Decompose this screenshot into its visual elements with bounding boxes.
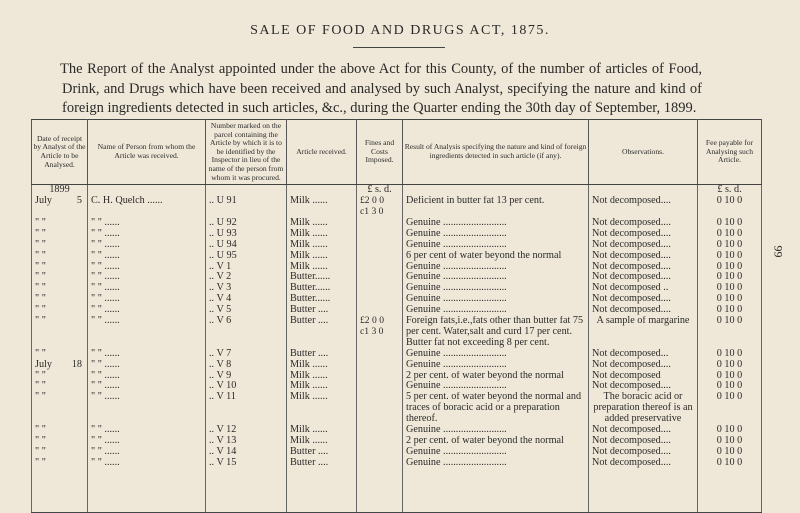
result-cell: 2 per cent. of water beyond the normal	[403, 436, 589, 447]
number-cell: .. V 14	[206, 447, 287, 458]
article-cell: Milk ......	[287, 218, 357, 229]
name-cell: " " ......	[88, 371, 206, 382]
article-cell: Butter ....	[287, 458, 357, 513]
table-row	[32, 316, 762, 349]
number-cell: .. U 91	[206, 196, 287, 218]
name-cell: " " ......	[88, 218, 206, 229]
table-header-row	[32, 120, 762, 185]
name-cell: " " ......	[88, 436, 206, 447]
units-row	[32, 185, 762, 196]
number-cell: .. U 94	[206, 240, 287, 251]
fines-cell: £2 0 0 c1 3 0	[357, 316, 403, 349]
result-cell: Genuine .........................	[403, 229, 589, 240]
header-date: Date of receipt by Analyst of the Article to be Analysed.	[32, 120, 88, 185]
article-cell: Milk ......	[287, 381, 357, 392]
fee-cell: 0 10 0	[698, 240, 762, 251]
name-cell: " " ......	[88, 349, 206, 360]
date-cell	[32, 447, 88, 458]
table-row	[32, 229, 762, 240]
date-day: 5	[76, 196, 82, 207]
observations-cell: Not decomposed....	[589, 272, 698, 283]
name-cell: " " ......	[88, 272, 206, 283]
analysis-table	[31, 119, 762, 513]
date-cell	[32, 262, 88, 273]
fines-cell	[357, 425, 403, 436]
number-cell: .. U 95	[206, 251, 287, 262]
article-cell: Milk ......	[287, 392, 357, 425]
date-cell	[32, 436, 88, 447]
year-cell: 1899	[32, 185, 88, 196]
article-cell: Milk ......	[287, 240, 357, 251]
result-cell: Foreign fats,i.e.,fats other than butter fat 75 per cent. Water,salt and curd 17 per cent. Butter fat not exceeding 8 per cent.	[403, 316, 589, 349]
table-row	[32, 349, 762, 360]
article-cell: Milk ......	[287, 371, 357, 382]
date-month: " "	[35, 436, 46, 446]
table-row	[32, 262, 762, 273]
date-month: " "	[35, 392, 46, 403]
result-cell: Genuine .........................	[403, 240, 589, 251]
table-row	[32, 360, 762, 371]
date-month: " "	[35, 239, 46, 250]
table-row	[32, 436, 762, 447]
table-row	[32, 447, 762, 458]
number-cell: .. V 9	[206, 371, 287, 382]
date-month: " "	[35, 370, 46, 381]
date-cell	[32, 458, 88, 513]
name-cell: " " ......	[88, 305, 206, 316]
date-cell	[32, 425, 88, 436]
number-cell: .. V 5	[206, 305, 287, 316]
name-cell: " " ......	[88, 316, 206, 349]
observations-cell: The boracic acid or preparation thereof is an added preservative	[589, 392, 698, 425]
fines-units: £ s. d.	[357, 185, 403, 196]
result-cell: Genuine .........................	[403, 262, 589, 273]
observations-cell: Not decomposed....	[589, 251, 698, 262]
article-cell: Butter ....	[287, 305, 357, 316]
fee-cell: 0 10 0	[698, 305, 762, 316]
date-cell	[32, 316, 88, 349]
article-cell: Butter......	[287, 283, 357, 294]
article-cell: Butter ....	[287, 349, 357, 360]
result-cell: 2 per cent. of water beyond the normal	[403, 371, 589, 382]
fines-cell	[357, 447, 403, 458]
observations-cell: Not decomposed....	[589, 294, 698, 305]
date-cell	[32, 371, 88, 382]
number-cell: .. V 10	[206, 381, 287, 392]
name-cell: " " ......	[88, 262, 206, 273]
fines-cell	[357, 360, 403, 371]
name-cell: " " ......	[88, 251, 206, 262]
result-cell: Genuine .........................	[403, 447, 589, 458]
fee-cell: 0 10 0	[698, 371, 762, 382]
number-cell: .. U 92	[206, 218, 287, 229]
date-month: " "	[35, 425, 46, 436]
name-cell: " " ......	[88, 458, 206, 513]
observations-cell: Not decomposed....	[589, 218, 698, 229]
table-row	[32, 272, 762, 283]
date-cell	[32, 240, 88, 251]
fines-cell: £2 0 0 c1 3 0	[357, 196, 403, 218]
header-number: Number marked on the parcel containing the Article by which it is to be identified by the Inspector in lieu of the name of the person from whom it was procured.	[206, 120, 287, 185]
observations-cell: Not decomposed....	[589, 360, 698, 371]
number-cell: .. V 7	[206, 349, 287, 360]
number-cell: .. V 6	[206, 316, 287, 349]
date-cell	[32, 196, 88, 218]
observations-cell: Not decomposed ..	[589, 283, 698, 294]
table-row	[32, 305, 762, 316]
fee-cell: 0 10 0	[698, 436, 762, 447]
name-cell: " " ......	[88, 381, 206, 392]
page-number: 99	[771, 245, 786, 258]
date-cell	[32, 294, 88, 305]
table-row	[32, 283, 762, 294]
fee-cell: 0 10 0	[698, 283, 762, 294]
result-cell: Genuine .........................	[403, 305, 589, 316]
date-cell	[32, 392, 88, 425]
table-row	[32, 392, 762, 425]
fee-cell: 0 10 0	[698, 262, 762, 273]
fines-cell	[357, 240, 403, 251]
name-cell: C. H. Quelch ......	[88, 196, 206, 218]
date-cell	[32, 229, 88, 240]
date-month: July	[35, 359, 52, 370]
date-month: " "	[35, 294, 46, 305]
result-cell: Genuine .........................	[403, 381, 589, 392]
date-cell	[32, 381, 88, 392]
date-month: July	[35, 196, 52, 207]
observations-cell: Not decomposed....	[589, 458, 698, 513]
article-cell: Milk ......	[287, 196, 357, 218]
date-month: " "	[35, 272, 46, 283]
observations-cell: Not decomposed...	[589, 349, 698, 360]
date-cell	[32, 360, 88, 371]
date-cell	[32, 272, 88, 283]
date-cell	[32, 251, 88, 262]
result-cell: Genuine .........................	[403, 283, 589, 294]
article-cell: Milk ......	[287, 436, 357, 447]
name-cell: " " ......	[88, 425, 206, 436]
fines-cell	[357, 436, 403, 447]
table-row	[32, 240, 762, 251]
fines-cell	[357, 218, 403, 229]
number-cell: .. V 12	[206, 425, 287, 436]
article-cell: Milk ......	[287, 251, 357, 262]
result-cell: Genuine .........................	[403, 349, 589, 360]
fines-cell	[357, 305, 403, 316]
fee-cell: 0 10 0	[698, 381, 762, 392]
result-cell: 6 per cent of water beyond the normal	[403, 251, 589, 262]
name-cell: " " ......	[88, 447, 206, 458]
observations-cell: Not decomposed....	[589, 196, 698, 218]
table-row	[32, 371, 762, 382]
article-cell: Milk ......	[287, 262, 357, 273]
fines-cell	[357, 262, 403, 273]
article-cell: Butter......	[287, 294, 357, 305]
fee-cell: 0 10 0	[698, 316, 762, 349]
date-day: 18	[71, 359, 82, 370]
name-cell: " " ......	[88, 360, 206, 371]
observations-cell: Not decomposed	[589, 371, 698, 382]
fines-cell	[357, 283, 403, 294]
name-cell: " " ......	[88, 240, 206, 251]
article-cell: Butter ....	[287, 447, 357, 458]
fee-cell: 0 10 0	[698, 458, 762, 513]
name-cell: " " ......	[88, 392, 206, 425]
date-cell	[32, 283, 88, 294]
fines-cell	[357, 229, 403, 240]
fee-cell: 0 10 0	[698, 392, 762, 425]
date-month: " "	[35, 305, 46, 316]
date-cell	[32, 218, 88, 229]
result-cell: Genuine .........................	[403, 458, 589, 513]
result-cell: Deficient in butter fat 13 per cent.	[403, 196, 589, 218]
fee-cell: 0 10 0	[698, 218, 762, 229]
header-name: Name of Person from whom the Article was received.	[88, 120, 206, 185]
result-cell: Genuine .........................	[403, 272, 589, 283]
observations-cell: Not decomposed....	[589, 436, 698, 447]
result-cell: 5 per cent. of water beyond the normal and traces of boracic acid or a preparation thereof.	[403, 392, 589, 425]
fines-cell	[357, 272, 403, 283]
observations-cell: Not decomposed....	[589, 447, 698, 458]
date-month: " "	[35, 217, 46, 228]
observations-cell: Not decomposed....	[589, 240, 698, 251]
observations-cell: Not decomposed....	[589, 381, 698, 392]
result-cell: Genuine .........................	[403, 218, 589, 229]
fines-cell	[357, 371, 403, 382]
number-cell: .. V 13	[206, 436, 287, 447]
date-cell	[32, 349, 88, 360]
article-cell: Milk ......	[287, 360, 357, 371]
fines-cell	[357, 349, 403, 360]
table-body	[32, 185, 762, 513]
table-row	[32, 218, 762, 229]
title-rule	[353, 47, 445, 48]
fee-cell: 0 10 0	[698, 447, 762, 458]
fee-cell: 0 10 0	[698, 229, 762, 240]
article-cell: Milk ......	[287, 229, 357, 240]
fee-cell: 0 10 0	[698, 251, 762, 262]
date-month: " "	[35, 381, 46, 392]
name-cell: " " ......	[88, 229, 206, 240]
fee-cell: 0 10 0	[698, 272, 762, 283]
number-cell: .. V 15	[206, 458, 287, 513]
date-month: " "	[35, 283, 46, 294]
fee-cell: 0 10 0	[698, 360, 762, 371]
result-cell: Genuine .........................	[403, 294, 589, 305]
number-cell: .. U 93	[206, 229, 287, 240]
fee-cell: 0 10 0	[698, 349, 762, 360]
date-month: " "	[35, 228, 46, 239]
intro-paragraph: The Report of the Analyst appointed under the above Act for this County, of the number of articles of Food, Drink, and Drugs which have been received and analysed by such Analyst, specifying the nature and kind of foreign ingredients detected in such articles, &c., during the Quarter ending the 30th day of September, 1899.	[60, 61, 702, 116]
date-month: " "	[35, 348, 46, 359]
article-cell: Butter......	[287, 272, 357, 283]
name-cell: " " ......	[88, 283, 206, 294]
fee-cell: 0 10 0	[698, 196, 762, 218]
table-row	[32, 425, 762, 436]
article-cell: Butter ....	[287, 316, 357, 349]
table-row	[32, 294, 762, 305]
number-cell: .. V 8	[206, 360, 287, 371]
fee-units: £ s. d.	[698, 185, 762, 196]
header-observations: Observations.	[589, 120, 698, 185]
result-cell: Genuine .........................	[403, 425, 589, 436]
table-row	[32, 251, 762, 262]
observations-cell: A sample of margarine	[589, 316, 698, 349]
header-result: Result of Analysis specifying the nature and kind of foreign ingredients detected in such article (if any).	[403, 120, 589, 185]
fines-cell	[357, 294, 403, 305]
table-row	[32, 196, 762, 218]
header-article: Article received.	[287, 120, 357, 185]
date-month: " "	[35, 250, 46, 261]
number-cell: .. V 4	[206, 294, 287, 305]
fines-cell	[357, 392, 403, 425]
fee-cell: 0 10 0	[698, 294, 762, 305]
number-cell: .. V 1	[206, 262, 287, 273]
date-cell	[32, 305, 88, 316]
observations-cell: Not decomposed....	[589, 262, 698, 273]
date-month: " "	[35, 457, 46, 468]
date-month: " "	[35, 261, 46, 272]
result-cell: Genuine .........................	[403, 360, 589, 371]
number-cell: .. V 2	[206, 272, 287, 283]
number-cell: .. V 11	[206, 392, 287, 425]
observations-cell: Not decomposed....	[589, 229, 698, 240]
name-cell: " " ......	[88, 294, 206, 305]
observations-cell: Not decomposed....	[589, 425, 698, 436]
fines-cell	[357, 458, 403, 513]
table-row	[32, 458, 762, 513]
fines-cell	[357, 251, 403, 262]
header-fines: Fines and Costs Imposed.	[357, 120, 403, 185]
date-month: " "	[35, 316, 46, 327]
date-month: " "	[35, 446, 46, 457]
article-cell: Milk ......	[287, 425, 357, 436]
observations-cell: Not decomposed....	[589, 305, 698, 316]
table-row	[32, 381, 762, 392]
fee-cell: 0 10 0	[698, 425, 762, 436]
header-fee: Fee payable for Analysing such Article.	[698, 120, 762, 185]
page-title: SALE OF FOOD AND DRUGS ACT, 1875.	[250, 23, 550, 38]
number-cell: .. V 3	[206, 283, 287, 294]
fines-cell	[357, 381, 403, 392]
